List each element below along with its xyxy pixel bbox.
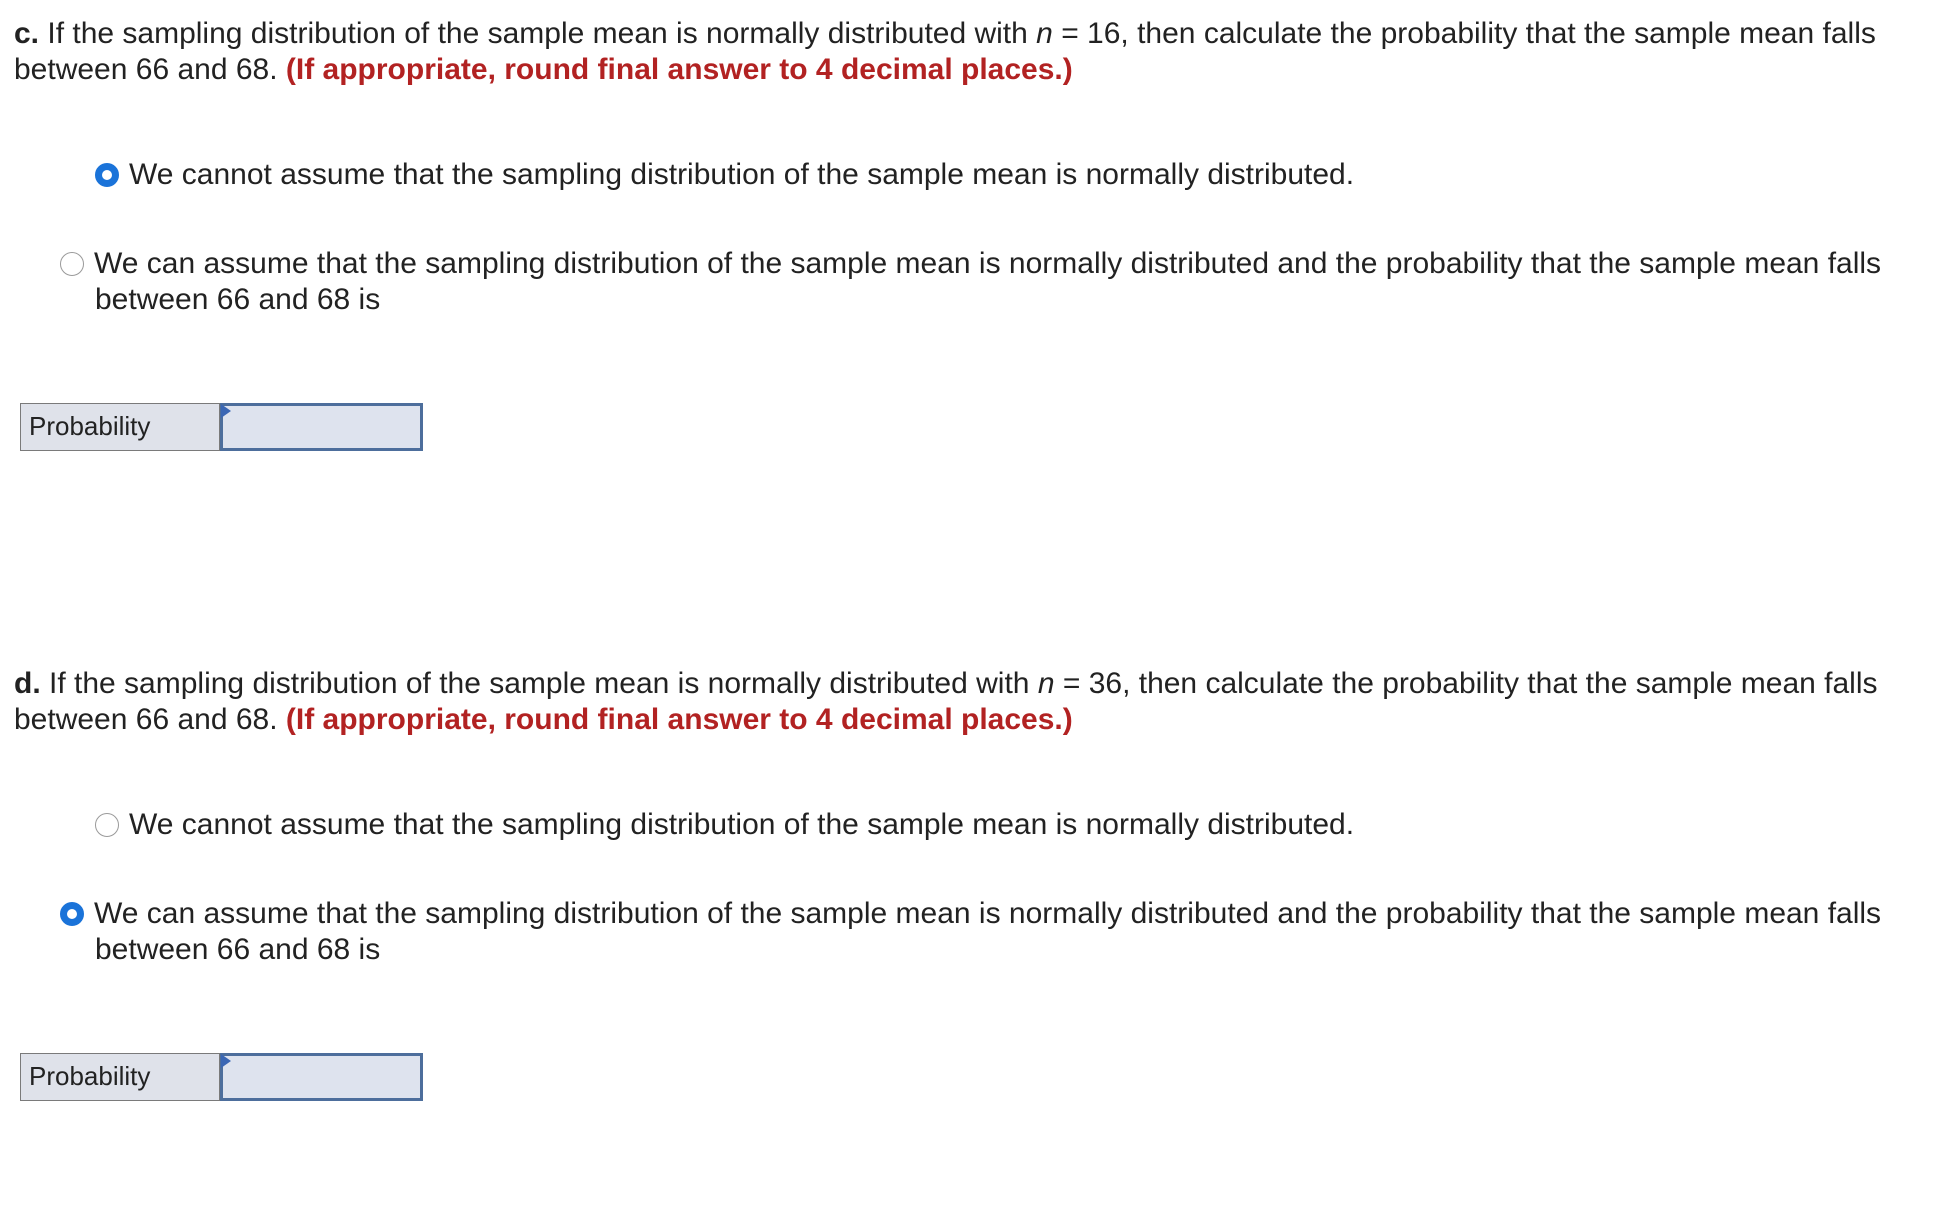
part-d-probability-cell[interactable] [220,1053,423,1101]
radio-unselected-icon[interactable] [60,252,84,276]
part-d-option-1-label: We cannot assume that the sampling distribution of the sample mean is normally distributed. [129,808,1355,841]
question-d-variable: n [1037,667,1055,700]
question-d [14,666,1914,738]
radio-selected-icon[interactable] [60,902,84,926]
part-d-option-cannot-assume[interactable] [95,807,1885,843]
question-c [14,16,1914,88]
question-d-text-after: , then calculate the probability that the sample mean falls between 66 and 68. [14,667,1878,736]
part-c-option-1-label: We cannot assume that the sampling distribution of the sample mean is normally distributed. [129,158,1355,191]
question-d-letter: d. [14,667,41,700]
question-c-letter: c. [14,17,40,50]
part-c-probability-label: Probability [20,403,220,451]
question-c-text-before: If the sampling distribution of the sample mean is normally distributed with [39,17,1037,50]
part-d-option-can-assume[interactable] [95,896,1885,968]
part-d-option-2-label: We can assume that the sampling distribution of the sample mean is normally distributed and the probability that the sample mean falls between 66 and 68 is [94,897,1882,966]
part-c-option-can-assume[interactable] [95,246,1885,318]
radio-unselected-icon[interactable] [95,813,119,837]
question-c-instruction: (If appropriate, round final answer to 4 decimal places.) [285,53,1073,86]
radio-selected-icon[interactable] [95,163,119,187]
part-d-answer-table [20,1053,423,1101]
part-d-probability-label: Probability [20,1053,220,1101]
part-c-probability-input[interactable] [223,406,420,448]
question-d-text-before: If the sampling distribution of the sample mean is normally distributed with [40,667,1038,700]
question-d-equals: = 36 [1054,667,1123,700]
part-d-probability-input[interactable] [223,1056,420,1098]
question-c-variable: n [1036,17,1053,50]
part-c-answer-table [20,403,423,451]
question-c-text-after: , then calculate the probability that the sample mean falls between 66 and 68. [14,17,1876,86]
part-c-option-cannot-assume[interactable] [95,157,1885,193]
question-d-instruction: (If appropriate, round final answer to 4 decimal places.) [285,703,1073,736]
part-c-probability-cell[interactable] [220,403,423,451]
question-c-equals: = 16 [1052,17,1121,50]
part-c-option-2-label: We can assume that the sampling distribution of the sample mean is normally distributed and the probability that the sample mean falls between 66 and 68 is [94,247,1882,316]
